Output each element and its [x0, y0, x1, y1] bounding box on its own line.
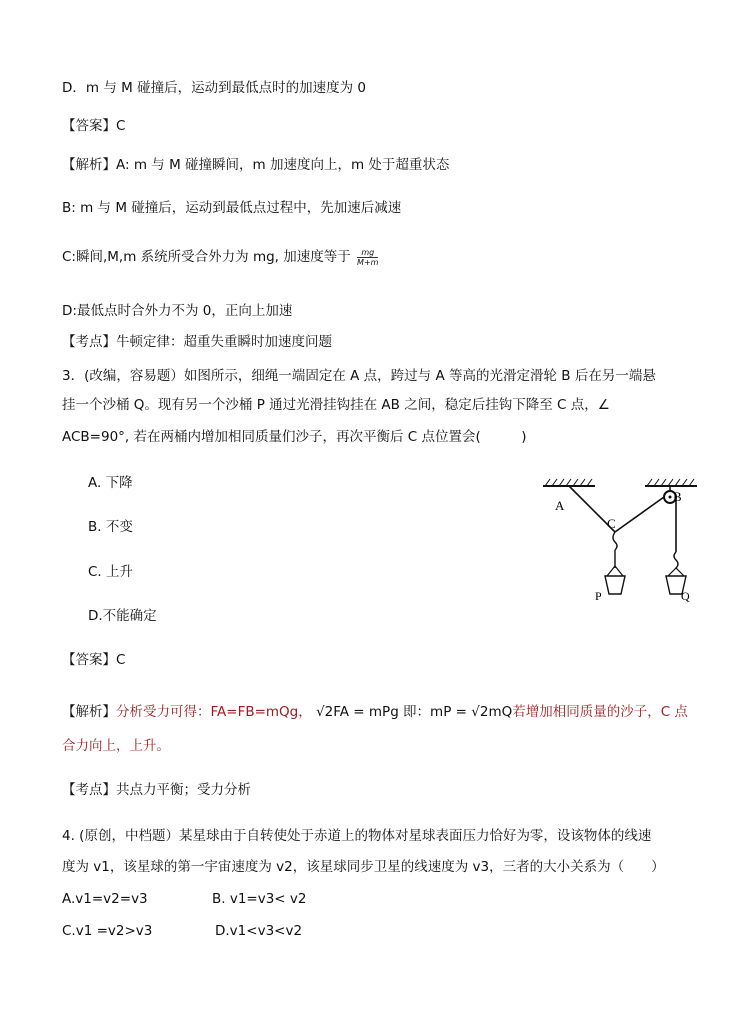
label-c: C [607, 516, 616, 531]
answer-q3: 【答案】C [62, 652, 126, 668]
q4-option-c: C.v1 =v2>v3 [62, 923, 153, 939]
label-q: Q [681, 589, 690, 603]
q3-option-b: B. 不变 [88, 519, 133, 535]
kaodian-q2: 【考点】牛顿定律：超重失重瞬时加速度问题 [62, 334, 332, 350]
analysis-b-q2: B: m 与 M 碰撞后，运动到最低点过程中，先加速后减速 [62, 200, 402, 216]
answer-q2: 【答案】C [62, 118, 126, 134]
pulley-diagram [535, 470, 705, 615]
label-b: B [673, 489, 682, 504]
q4-option-b: B. v1=v3< v2 [212, 891, 307, 907]
q4-stem-line-1: 4. (原创，中档题）某星球由于自转使处于赤道上的物体对星球表面压力恰好为零，设该物体的线速 [62, 828, 652, 844]
option-d-q2: D．m 与 M 碰撞后，运动到最低点时的加速度为 0 [62, 80, 366, 96]
q3-stem-line-1: 3．(改编，容易题）如图所示，细绳一端固定在 A 点，跨过与 A 等高的光滑定滑轮 B 后在另一端悬 [62, 368, 656, 384]
label-a: A [555, 498, 565, 513]
fraction: $\frac{mg}{M+m}$ [357, 247, 379, 267]
q3-stem-line-2: 挂一个沙桶 Q。现有另一个沙桶 P 通过光滑挂钩挂在 AB 之间，稳定后挂钩下降至 C 点，∠ [62, 397, 610, 413]
label-p: P [595, 589, 602, 603]
q3-stem-line-3: ACB=90°, 若在两桶内增加相同质量们沙子，再次平衡后 C 点位置会( ) [62, 429, 527, 445]
analysis-q3-line-2: 合力向上，上升。 [62, 738, 170, 754]
q3-option-c: C. 上升 [88, 564, 134, 580]
analysis-q3: 【解析】分析受力可得：FA=FB=mQg， √2FA = mPg 即：mP = √2mQ若增加相同质量的沙子，C 点 [62, 704, 688, 720]
kaodian-q3: 【考点】共点力平衡；受力分析 [62, 782, 251, 798]
q4-stem-line-2: 度为 v1，该星球的第一宇宙速度为 v2，该星球同步卫星的线速度为 v3，三者的大小关系为（ ） [62, 859, 665, 875]
analysis-d-q2: D:最低点时合外力不为 0，正向上加速 [62, 303, 293, 319]
q3-option-d: D.不能确定 [88, 608, 157, 624]
q4-option-d: D.v1<v3<v2 [215, 923, 303, 939]
analysis-a-q2: 【解析】A: m 与 M 碰撞瞬间，m 加速度向上，m 处于超重状态 [62, 157, 450, 173]
q4-option-a: A.v1=v2=v3 [62, 891, 148, 907]
q3-option-a: A. 下降 [88, 475, 133, 491]
analysis-c-q2: C:瞬间,M,m 系统所受合外力为 mg, 加速度等于 $\frac{mg}{M+m}$ [62, 247, 379, 267]
